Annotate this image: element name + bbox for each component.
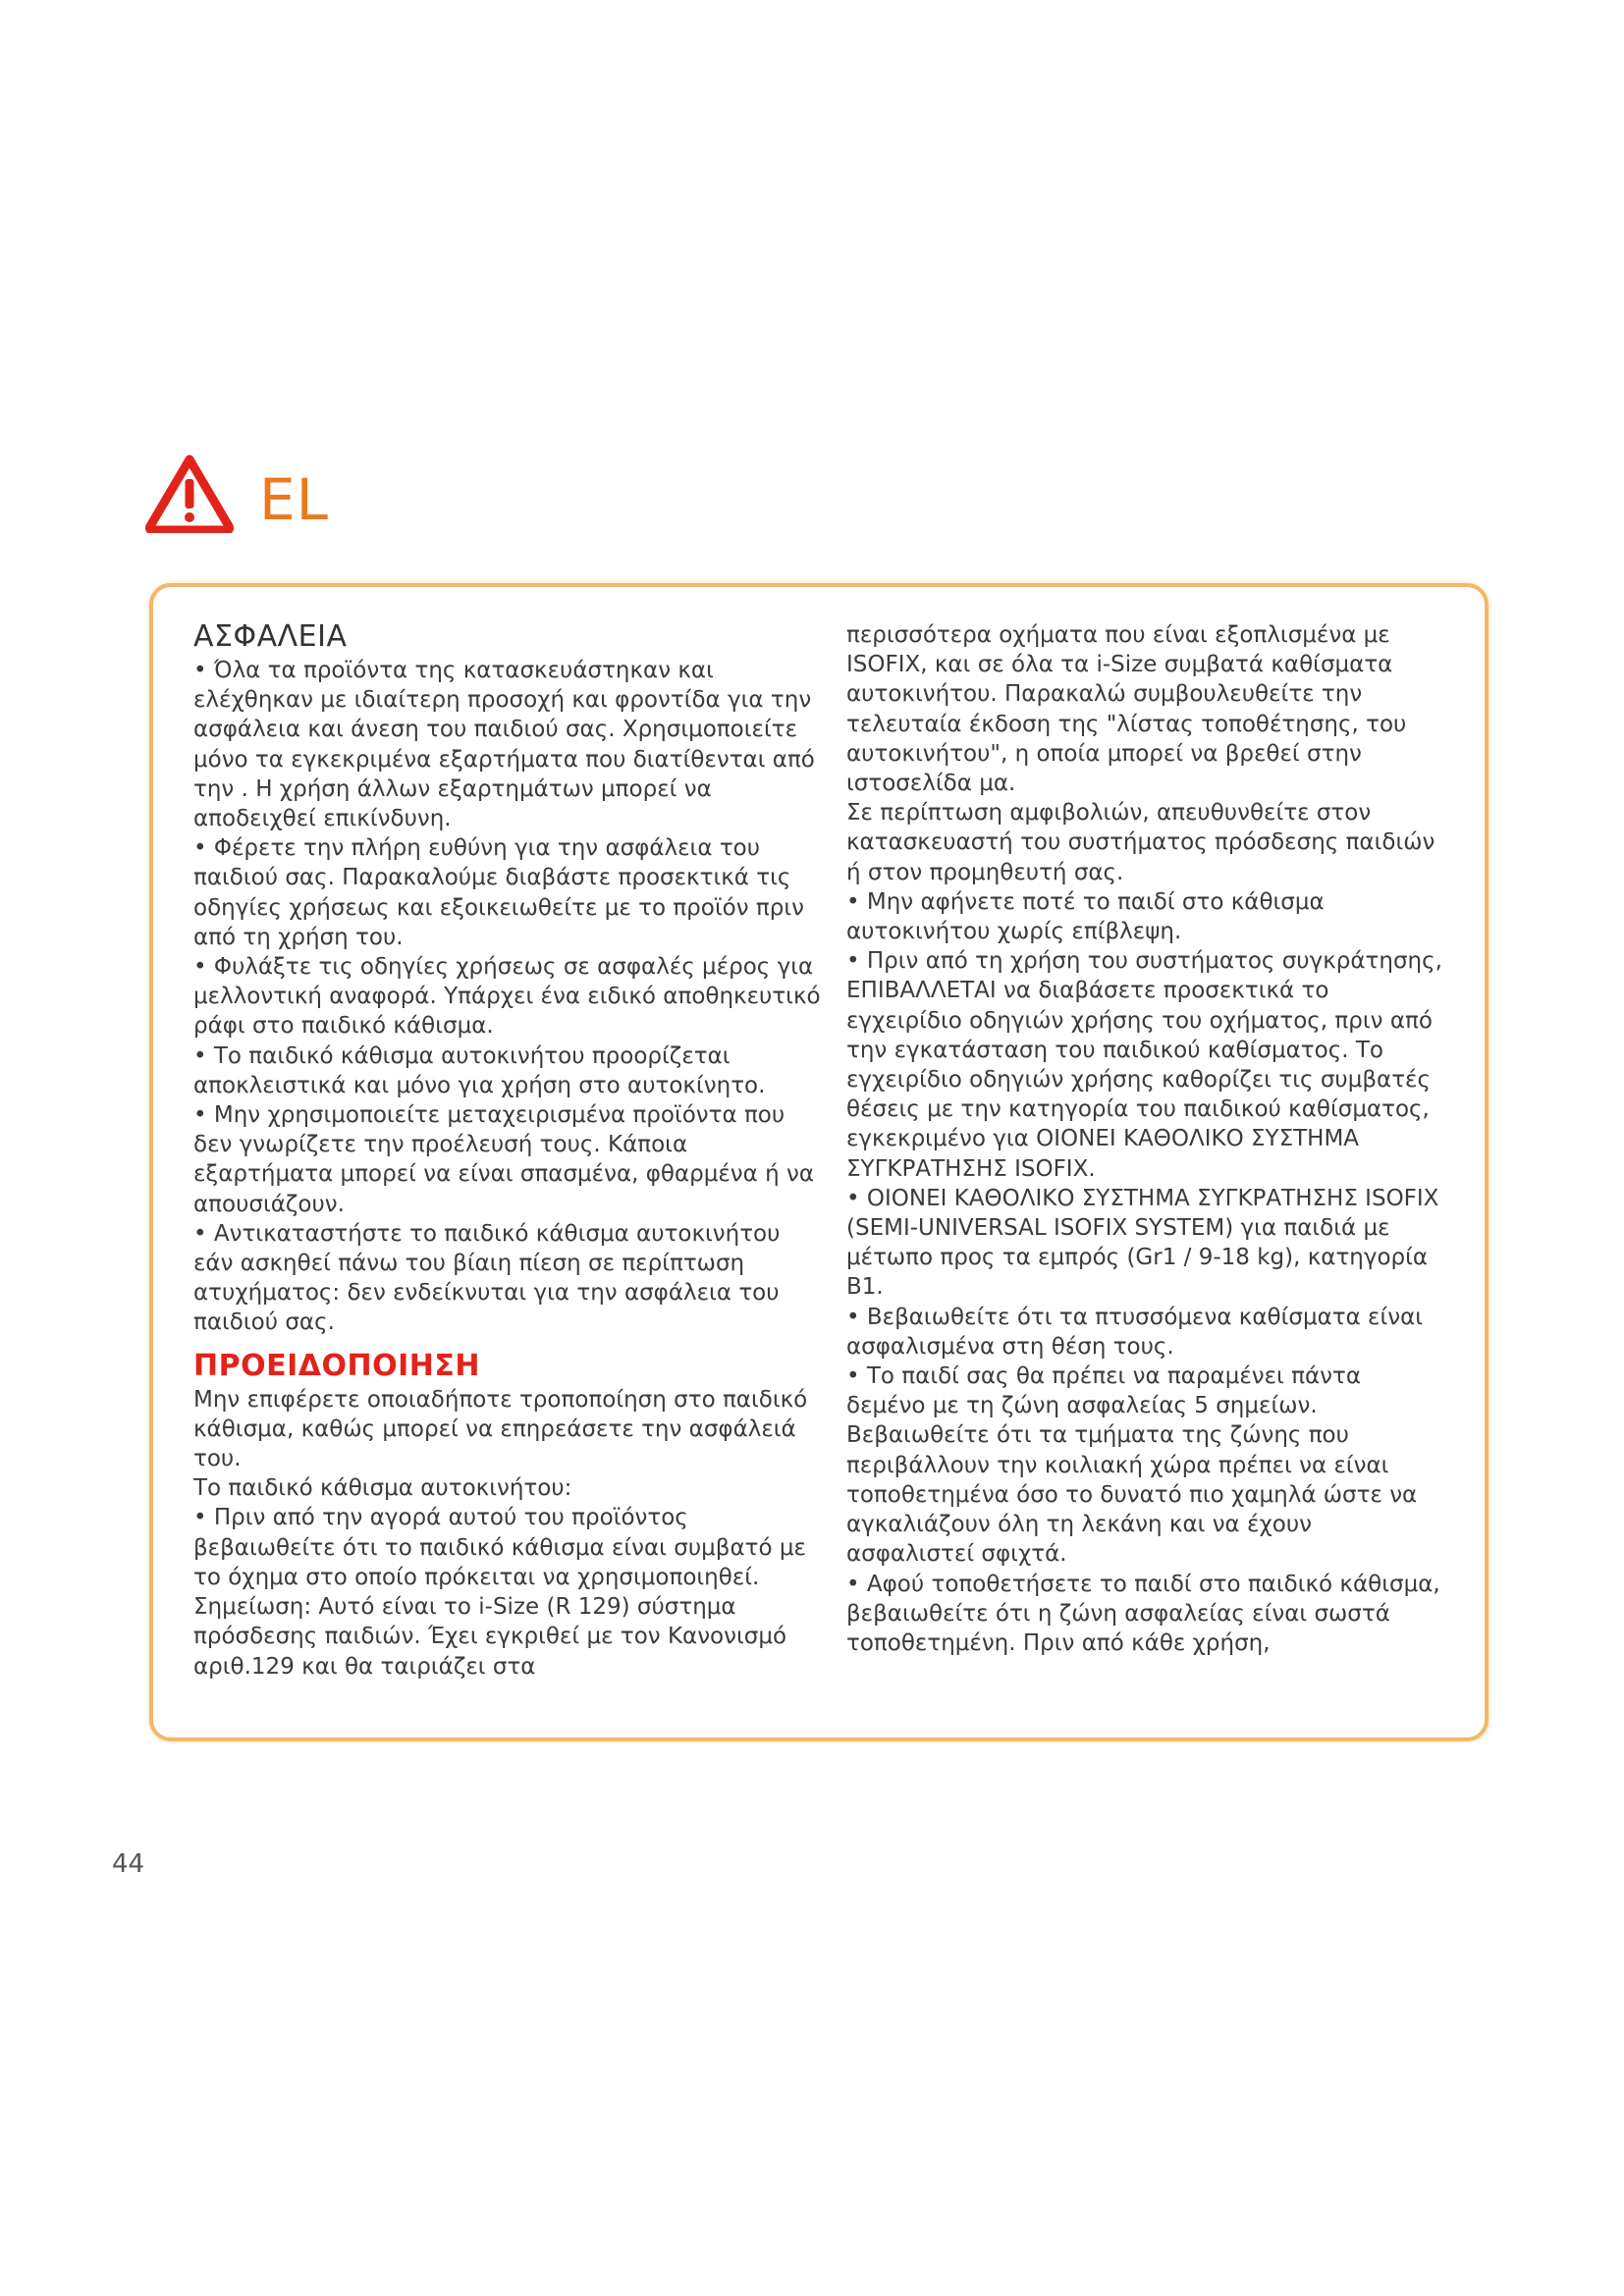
right-paragraph: • Το παιδί σας θα πρέπει να παραμένει πάντα δεμένο με τη ζώνη ασφαλείας 5 σημείων. Βεβαιωθείτε ότι τα τμήματα της ζώνης που περιβάλλουν την κοιλιακή χώρα πρέπει να είναι τοποθετημένα όσο το δυνατό πιο χαμηλά ώστε να αγκαλιάζουν όλη τη λεκάνη και να έχουν ασφαλιστεί σφιχτά. <box>846 1363 1418 1568</box>
right-column <box>846 620 1445 1658</box>
right-paragraph: Σε περίπτωση αμφιβολιών, απευθυνθείτε στον κατασκευαστή του συστήματος πρόσδεσης παιδιών ή στον προμηθευτή σας. <box>846 800 1435 885</box>
right-paragraph: περισσότερα οχήματα που είναι εξοπλισμένα με ISOFIX, και σε όλα τα i-Size συμβατά καθίσματα αυτοκινήτου. Παρακαλώ συμβουλευθείτε την τελευταία έκδοση της "λίστας τοποθέτησης, του αυτοκινήτου", η οποία μπορεί να βρεθεί στην ιστοσελίδα μα. <box>846 622 1407 797</box>
safety-paragraph: • Φέρετε την πλήρη ευθύνη για την ασφάλεια του παιδιού σας. Παρακαλούμε διαβάστε προσεκτικά τις οδηγίες χρήσεως και εξοικειωθείτε με το προϊόν πριν από τη χρήση του. <box>193 835 804 950</box>
right-paragraph: • Βεβαιωθείτε ότι τα πτυσσόμενα καθίσματα είναι ασφαλισμένα στη θέση τους. <box>846 1304 1424 1360</box>
warning-paragraph: Το παιδικό κάθισμα αυτοκινήτου: <box>193 1475 572 1502</box>
safety-paragraph: • Φυλάξτε τις οδηγίες χρήσεως σε ασφαλές μέρος για μελλοντική αναφορά. Υπάρχει ένα ειδικό αποθηκευτικό ράφι στο παιδικό κάθισμα. <box>193 954 821 1040</box>
safety-paragraph: • Όλα τα προϊόντα της κατασκευάστηκαν και ελέχθηκαν με ιδιαίτερη προσοχή και φροντίδα για την ασφάλεια και άνεση του παιδιού σας. Χρησιμοποιείτε μόνο τα εγκεκριμένα εξαρτήματα που διατίθενται από την . Η χρήση άλλων εξαρτημάτων μπορεί να αποδειχθεί επικίνδυνη. <box>193 658 815 832</box>
right-paragraph: • Αφού τοποθετήσετε το παιδί στο παιδικό κάθισμα, βεβαιωθείτε ότι η ζώνη ασφαλείας είναι σωστά τοποθετημένη. Πριν από κάθε χρήση, <box>846 1571 1440 1656</box>
warning-paragraph: • Πριν από την αγορά αυτού του προϊόντος βεβαιωθείτε ότι το παιδικό κάθισμα είναι συμβατό με το όχημα στο οποίο πρόκειται να χρησιμοποιηθεί. Σημείωση: Αυτό είναι το i-Size (R 129) σύστημα πρόσδεσης παιδιών. Έχει εγκριθεί με τον Κανονισμό αριθ.129 και θα ταιριάζει στα <box>193 1505 806 1680</box>
right-paragraph: • Πριν από τη χρήση του συστήματος συγκράτησης, ΕΠΙΒΑΛΛΕΤΑΙ να διαβάσετε προσεκτικά το εγχειρίδιο οδηγιών χρήσης του οχήματος, πριν από την εγκατάσταση του παιδικού καθίσματος. Το εγχειρίδιο οδηγιών χρήσης καθορίζει τις συμβατές θέσεις με την κατηγορία του παιδικού καθίσματος, εγκεκριμένο για ΟΙΟΝΕΙ ΚΑΘΟΛΙΚΟ ΣΥΣΤΗΜΑ ΣΥΓΚΡΑΤΗΣΗΣ ISOFIX. <box>846 948 1442 1182</box>
safety-heading: ΑΣΦΑΛΕΙΑ <box>193 619 348 654</box>
warning-triangle-icon <box>145 454 234 533</box>
right-paragraph: • Μην αφήνετε ποτέ το παιδί στο κάθισμα αυτοκινήτου χωρίς επίβλεψη. <box>846 888 1325 945</box>
left-column <box>193 618 822 1682</box>
warning-paragraph: Μην επιφέρετε οποιαδήποτε τροποποίηση στο παιδικό κάθισμα, καθώς μπορεί να επηρεάσετε την ασφάλειά του. <box>193 1386 808 1472</box>
right-paragraph: • ΟΙΟΝΕΙ ΚΑΘΟΛΙΚΟ ΣΥΣΤΗΜΑ ΣΥΓΚΡΑΤΗΣΗΣ ISOFIX (SEMI-UNIVERSAL ISOFIX SYSTEM) για παιδιά με μέτωπο προς τα εμπρός (Gr1 / 9-18 kg), κατηγορία B1. <box>846 1185 1439 1301</box>
safety-paragraph: • Μην χρησιμοποιείτε μεταχειρισμένα προϊόντα που δεν γνωρίζετε την προέλευσή τους. Κάποια εξαρτήματα μπορεί να είναι σπασμένα, φθαρμένα ή να απουσιάζουν. <box>193 1102 815 1217</box>
safety-paragraph: • Αντικαταστήστε το παιδικό κάθισμα αυτοκινήτου εάν ασκηθεί πάνω του βίαιη πίεση σε περίπτωση ατυχήματος: δεν ενδείκνυται για την ασφάλεια του παιδιού σας. <box>193 1220 781 1336</box>
language-header <box>145 450 329 538</box>
page-number: 44 <box>112 1849 145 1879</box>
safety-paragraph: • Το παιδικό κάθισμα αυτοκινήτου προορίζεται αποκλειστικά και μόνο για χρήση στο αυτοκίνητο. <box>193 1042 766 1098</box>
language-code: EL <box>259 466 329 533</box>
warning-heading: ΠΡΟΕΙΔΟΠΟΙΗΣΗ <box>193 1348 480 1383</box>
